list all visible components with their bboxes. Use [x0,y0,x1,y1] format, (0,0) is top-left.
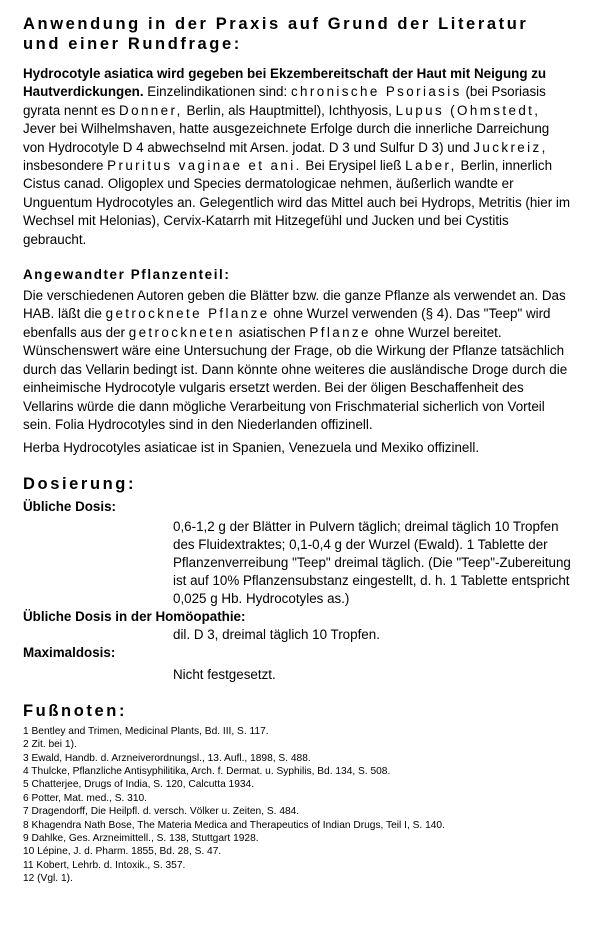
homeopathy-dose-label: Übliche Dosis in der Homöopathie: [23,608,246,624]
max-dose-text: Nicht festgesetzt. [173,666,276,682]
official-status-paragraph: Herba Hydrocotyles asiaticae ist in Spanien, Venezuela und Mexiko offizinell. [23,440,480,456]
footnote-item: 3 Ewald, Handb. d. Arzneiverordnungsl., 13. Aufl., 1898, S. 488. [23,752,311,764]
dosage-heading: Dosierung: [23,474,137,493]
footnotes-heading: Fußnoten: [23,701,128,720]
footnotes-list [23,725,571,886]
footnote-item: 2 Zit. bei 1). [23,739,77,751]
footnote-item: 1 Bentley and Trimen, Medicinal Plants, Bd. III, S. 117. [23,725,269,737]
section-title-line2: und einer Rundfrage: [23,35,242,53]
footnote-item: 12 (Vgl. 1). [23,873,73,885]
plant-part-paragraph: Die verschiedenen Autoren geben die Blätter bzw. die ganze Pflanze als verwendet an. Das HAB. läßt die getrocknete Pflanze ohne Wurzel verwenden (§ 4). Das "Teep" wird ebenfalls aus der getrockneten asiatischen Pflanze ohne Wurzel bereitet. Wünschenswert wäre eine Untersuchung der Frage, ob die Wirkung der Pflanze tatsächlich durch das Vellarin bedingt ist. Dann könnte ohne weiteres die ausländische Droge durch die einheimische Hydrocotyle vulgaris ersetzt werden. Bei der öligen Beschaffenheit des Vellarins würde die dann mögliche Verarbeitung von Frischmaterial sicherlich von Vorteil sein. Folia Hydrocotyles sind in den Niederlanden offizinell. [23,288,568,432]
indications-paragraph: Hydrocotyle asiatica wird gegeben bei Ekzembereitschaft der Haut mit Neigung zu Hautverdickungen. Einzelindikationen sind: chronische Psoriasis (bei Psoriasis gyrata nennt es Donner, Berlin, als Hauptmittel), Ichthyosis, Lupus (Ohmstedt, Jever bei Wilhelmshaven, hatte ausgezeichnete Erfolge durch die innerliche Darreichung von Hydrocotyle D 4 abwechselnd mit Arsen. jodat. D 3 und Sulfur D 3) und Juckreiz, insbesondere Pruritus vaginae et ani. Bei Erysipel ließ Laber, Berlin, innerlich Cistus canad. Oligoplex und Species dermatologicae nehmen, äußerlich wandte er Unguentum Hydrocotyles an. Gelegentlich wird das Mittel auch bei Hydrops, Metritis (hier im Wechsel mit Helonias), Cervix-Katarrh mit Hitzegefühl und Jucken und bei Cystitis gebraucht. [23,66,571,247]
footnote-item: 11 Kobert, Lehrb. d. Intoxik., S. 357. [23,859,186,871]
homeopathy-dose-text: dil. D 3, dreimal täglich 10 Tropfen. [173,626,380,642]
section-title [23,14,571,54]
indications-lead: Hydrocotyle asiatica wird gegeben bei Ekzembereitschaft der Haut mit Neigung zu Hautverdickungen. [23,66,547,100]
usual-dose-text: 0,6-1,2 g der Blätter in Pulvern täglich; dreimal täglich 10 Tropfen des Fluidextraktes; 0,1-0,4 g der Wurzel (Ewald). 1 Tablette der Pflanzenverreibung "Teep" dreimal täglich. (Die "Teep"-Zubereitung ist auf 10% Pflanzensubstanz eingestellt, d. h. 1 Tablette entspricht 0,025 g Hb. Hydrocotyles as.) [173,518,571,606]
footnote-item: 4 Thulcke, Pflanzliche Antisyphilitika, Arch. f. Dermat. u. Syphilis, Bd. 134, S. 508. [23,765,391,777]
footnote-item: 7 Dragendorff, Die Heilpfl. d. versch. Völker u. Zeiten, S. 484. [23,806,300,818]
plant-part-heading: Angewandter Pflanzenteil: [23,267,231,283]
footnote-item: 8 Khagendra Nath Bose, The Materia Medica and Therapeutics of Indian Drugs, Teil I, S. 140. [23,819,445,831]
footnote-item: 10 Lépine, J. d. Pharm. 1855, Bd. 28, S. 47. [23,846,222,858]
footnote-item: 9 Dahlke, Ges. Arzneimittell., S. 138, Stuttgart 1928. [23,832,259,844]
usual-dose-label: Übliche Dosis: [23,498,117,514]
section-title-line1: Anwendung in der Praxis auf Grund der Literatur [23,15,529,33]
footnote-item: 5 Chatterjee, Drugs of India, S. 120, Calcutta 1934. [23,779,255,791]
max-dose-label: Maximaldosis: [23,644,116,660]
footnote-item: 6 Potter, Mat. med., S. 310. [23,792,148,804]
document-page [23,14,571,886]
